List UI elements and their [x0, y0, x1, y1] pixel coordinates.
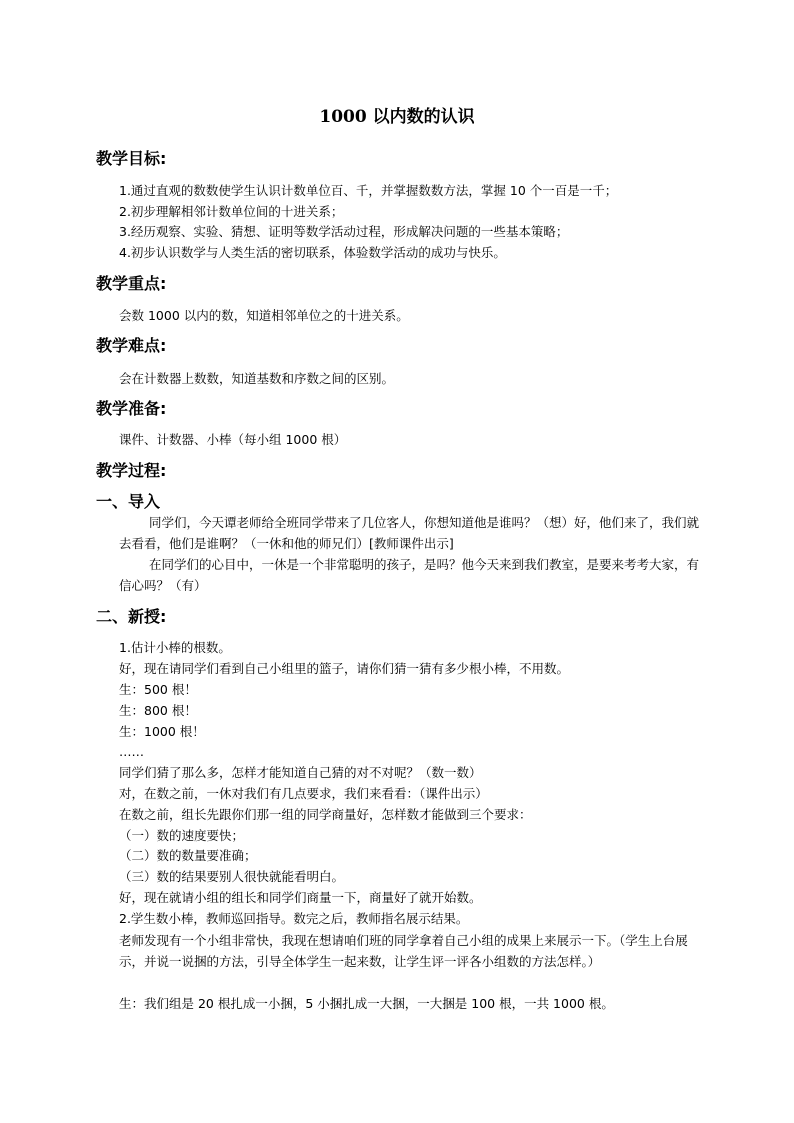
new-line-11: （二）数的数量要准确； [119, 848, 257, 863]
new-line-7: 同学们猜了那么多，怎样才能知道自己猜的对不对呢？（数一数） [119, 765, 482, 780]
goal-item-1: 1.通过直观的数数使学生认识计数单位百、千，并掌握数数方法，掌握 10 个一百是一千； [119, 183, 618, 198]
new-line-6: …… [119, 744, 144, 759]
key-points-heading: 教学重点: [96, 274, 167, 293]
difficulties-text: 会在计数器上数数，知道基数和序数之间的区别。 [119, 371, 395, 386]
preparation-heading: 教学准备: [96, 399, 167, 418]
new-line-1: 1.估计小棒的根数。 [119, 640, 231, 655]
new-line-last: 生：我们组是 20 根扎成一小捆，5 小捆扎成一大捆，一大捆是 100 根，一共 1000 根。 [119, 996, 614, 1011]
new-line-13: 好，现在就请小组的组长和同学们商量一下，商量好了就开始数。 [119, 890, 482, 905]
new-line-10: （一）数的速度要快； [119, 828, 245, 843]
intro-heading: 一、导入 [96, 492, 161, 511]
new-line-5: 生：1000 根！ [119, 724, 205, 739]
goal-item-3: 3.经历观察、实验、猜想、证明等数学活动过程，形成解决问题的一些基本策略； [119, 224, 569, 239]
new-line-14: 2.学生数小棒，教师巡回指导。数完之后，教师指名展示结果。 [119, 911, 469, 926]
difficulties-heading: 教学难点: [96, 336, 167, 355]
new-line-2: 好，现在请同学们看到自己小组里的篮子，请你们猜一猜有多少根小棒，不用数。 [119, 661, 570, 676]
intro-paragraph-1: 同学们，今天谭老师给全班同学带来了几位客人，你想知道他是谁吗？（想）好，他们来了，我们就去看看，他们是谁啊？（一休和他的师兄们）[教师课件出示] [119, 515, 700, 551]
new-line-12: （三）数的结果要别人很快就能看明白。 [119, 869, 345, 884]
new-lesson-heading: 二、新授: [96, 607, 167, 626]
new-line-8: 对，在数之前，一休对我们有几点要求，我们来看看：（课件出示） [119, 786, 488, 801]
new-paragraph-long: 老师发现有一个小组非常快，我现在想请咱们班的同学拿着自己小组的成果上来展示一下。（学生上台展示，并说一说捆的方法，引导全体学生一起来数，让学生评一评各小组数的方法怎样。） [119, 933, 688, 969]
process-heading: 教学过程: [96, 461, 167, 480]
new-line-4: 生：800 根！ [119, 703, 197, 718]
goal-item-4: 4.初步认识数学与人类生活的密切联系，体验数学活动的成功与快乐。 [119, 245, 506, 260]
new-line-3: 生：500 根！ [119, 682, 197, 697]
intro-paragraph-2: 在同学们的心目中，一休是一个非常聪明的孩子，是吗？他今天来到我们教室，是要来考考大家，有信心吗？（有） [119, 557, 700, 593]
key-points-text: 会数 1000 以内的数，知道相邻单位之的十进关系。 [119, 308, 409, 323]
new-line-9: 在数之前，组长先跟你们那一组的同学商量好，怎样数才能做到三个要求： [119, 807, 532, 822]
preparation-text: 课件、计数器、小棒（每小组 1000 根） [119, 432, 347, 447]
goal-item-2: 2.初步理解相邻计数单位间的十进关系； [119, 204, 344, 219]
goals-heading: 教学目标: [96, 149, 167, 168]
page-title: 1000 以内数的认识 [319, 107, 475, 127]
